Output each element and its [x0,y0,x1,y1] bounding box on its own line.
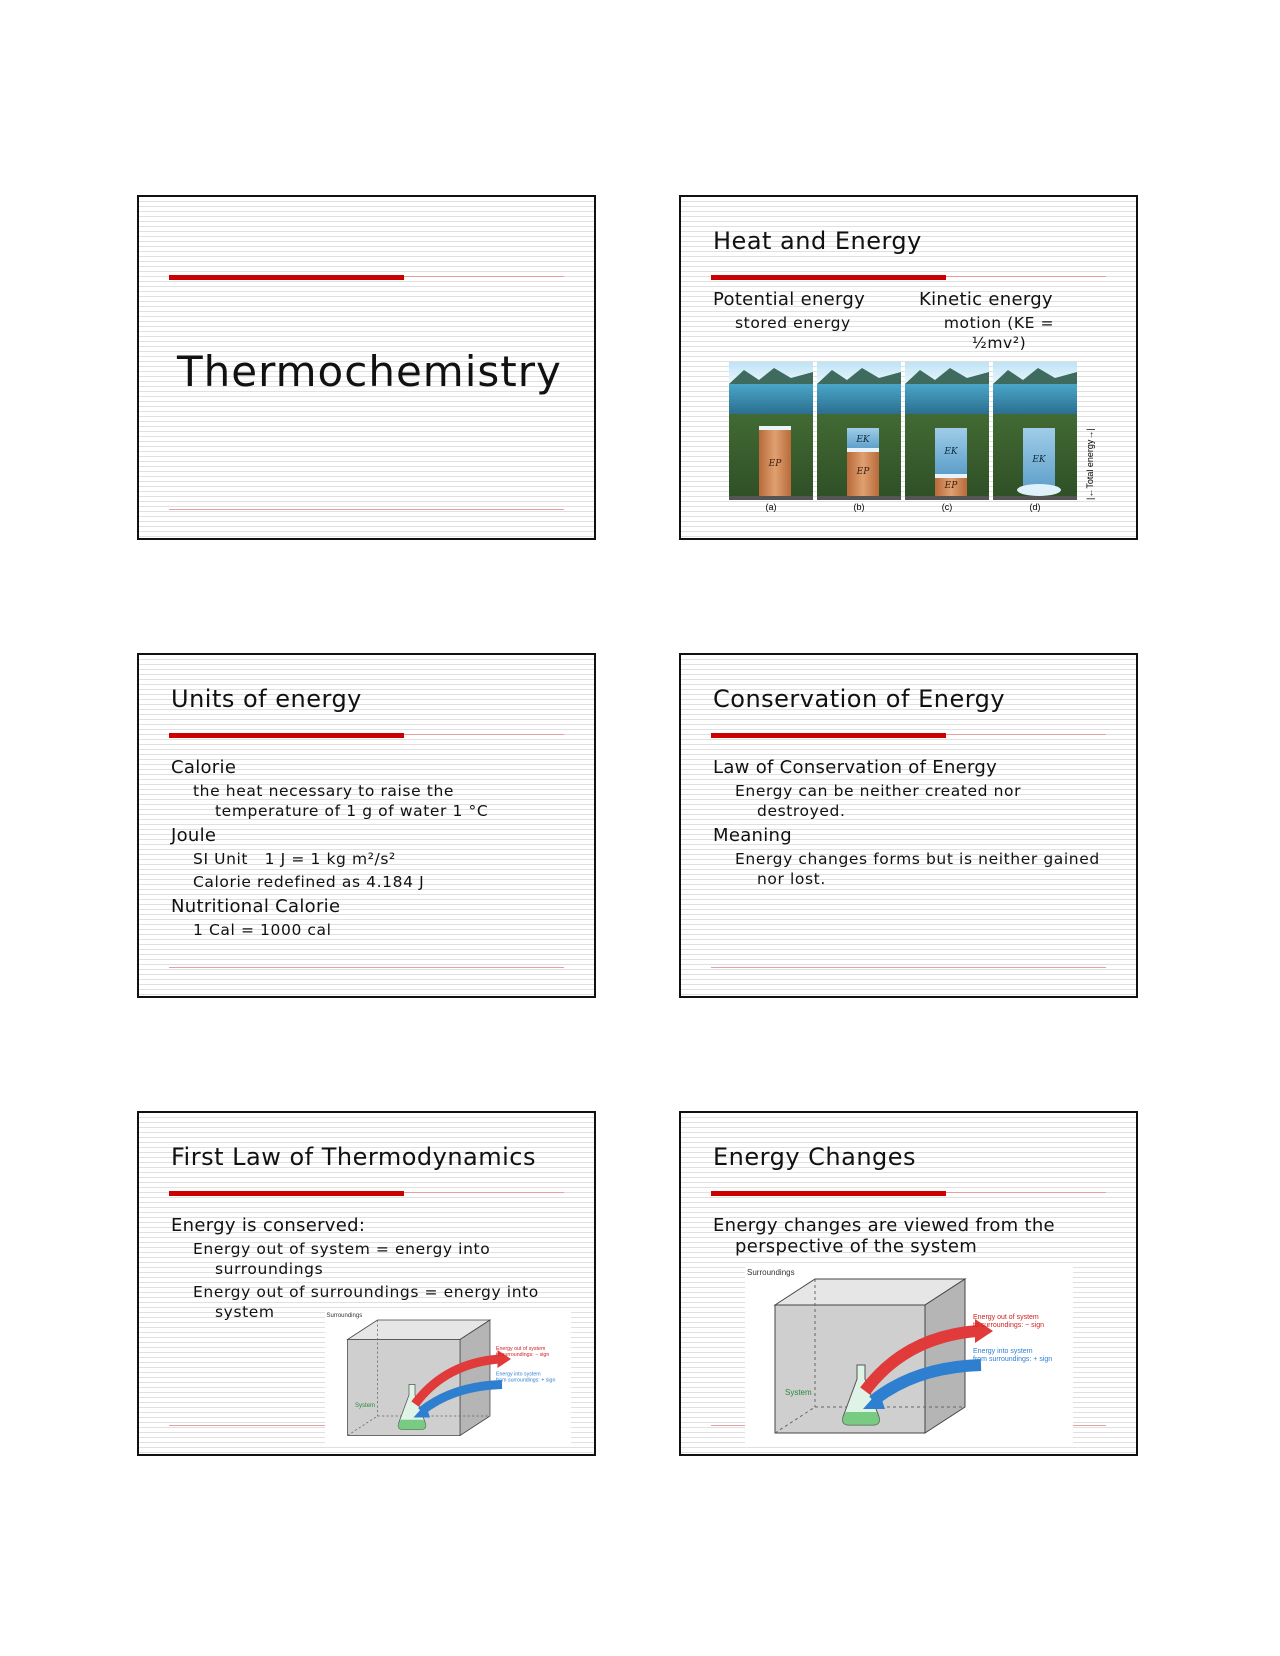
panel-label-b: (b) [853,502,865,512]
energy-out-line2: to surroundings: − sign [496,1352,550,1358]
meaning-line2: nor lost. [757,870,826,888]
law-heading: Law of Conservation of Energy [713,757,998,778]
meaning-line1: Energy changes forms but is neither gained [735,850,1100,868]
slide-title: Energy Changes [713,1143,917,1171]
bottom-rule [169,967,564,968]
energy-conversion-figure [729,362,1105,512]
system-label: System [785,1388,812,1397]
system-surroundings-figure [745,1267,1073,1443]
joule-si-unit: SI Unit 1 J = 1 kg m²/s² [193,850,396,868]
energy-in-line2: from surroundings: + sign [496,1377,556,1384]
energy-out-line2: to surroundings: − sign [973,1322,1045,1329]
slide-first-law [137,1111,596,1456]
slide-energy-changes [679,1111,1138,1456]
title-rule [169,275,404,280]
title-rule [711,733,946,738]
bullet-1-line2: surroundings [215,1260,324,1278]
bullet-1-line1: Energy out of system = energy into [193,1240,491,1258]
kinetic-desc-line1: motion (KE = [943,314,1055,332]
potential-desc: stored energy [735,314,851,332]
panel-b [817,362,901,500]
ep-label-b: EP [856,467,870,477]
perspective-text [713,1215,1116,1257]
calorie-redefined: Calorie redefined as 4.184 J [193,873,425,891]
perspective-line1: Energy changes are viewed from the [713,1215,1055,1236]
title-rule [169,1191,404,1196]
slide-heat-and-energy [679,195,1138,540]
system-surroundings-figure [319,1311,577,1443]
kinetic-heading: Kinetic energy [919,289,1053,310]
law-line2: destroyed. [757,802,846,820]
title-rule-thin [946,734,1106,735]
conserved-heading: Energy is conserved: [171,1215,366,1236]
slide-title: Units of energy [171,685,362,713]
joule-heading: Joule [171,825,217,846]
panel-label-d: (d) [1029,502,1041,512]
ek-label-d: EK [1032,455,1046,465]
slide-title: First Law of Thermodynamics [171,1143,536,1171]
kinetic-desc [929,313,1069,353]
bottom-rule [169,509,564,510]
kinetic-column [919,289,1069,356]
slide-body [171,1211,574,1325]
kinetic-desc-line2: ½mv²) [971,334,1027,352]
slide-body [171,753,574,943]
nutritional-line: 1 Cal = 1000 cal [193,921,332,939]
potential-heading: Potential energy [713,289,866,310]
slide-title: Conservation of Energy [713,685,1006,713]
ep-label-a: EP [768,459,782,469]
calorie-line1: the heat necessary to raise the [193,782,455,800]
title-rule-thin [404,734,564,735]
meaning-heading: Meaning [713,825,792,846]
panel-label-a: (a) [765,502,777,512]
slide-body [713,1211,1116,1260]
slide-conservation-of-energy [679,653,1138,998]
slide-title: Heat and Energy [713,227,922,255]
calorie-line2: temperature of 1 g of water 1 °C [215,802,489,820]
energy-in-line1: Energy into system [973,1348,1033,1355]
slide-units-of-energy [137,653,596,998]
energy-out-line1: Energy out of system [496,1346,546,1352]
total-energy-label: |←Total energy→| [1085,428,1095,500]
slide-thermochemistry [137,195,596,540]
surroundings-label: Surroundings [326,1313,363,1319]
title-rule [711,275,946,280]
calorie-definition [193,781,574,821]
energy-in-line1: Energy into system [496,1371,541,1378]
law-statement [735,781,1116,821]
energy-out-line1: Energy out of system [973,1314,1039,1321]
perspective-line2: perspective of the system [735,1236,978,1257]
panel-a [729,362,813,500]
panel-c [905,362,989,500]
law-line1: Energy can be neither created nor [735,782,1022,800]
meaning-statement [735,849,1116,889]
title-rule-thin [946,276,1106,277]
ek-label-b: EK [856,435,870,445]
calorie-heading: Calorie [171,757,237,778]
title-rule-thin [946,1192,1106,1193]
title-rule [169,733,404,738]
ek-label-c: EK [944,447,958,457]
slide-title: Thermochemistry [177,347,562,396]
ep-label-c: EP [944,481,958,491]
system-label: System [355,1403,376,1409]
slide-body [713,753,1116,892]
bullet-2-line1: Energy out of surroundings = energy into [193,1283,539,1301]
bullet-2-line2: system [215,1303,275,1321]
surroundings-label: Surroundings [747,1268,795,1277]
panel-d [993,362,1077,500]
energy-in-line2: from surroundings: + sign [973,1356,1053,1363]
title-rule [711,1191,946,1196]
title-rule-thin [404,276,564,277]
panel-label-c: (c) [941,502,953,512]
potential-column [713,289,865,336]
title-rule-thin [404,1192,564,1193]
nutritional-heading: Nutritional Calorie [171,896,341,917]
bottom-rule [711,967,1106,968]
bullet-system-out [193,1239,574,1279]
